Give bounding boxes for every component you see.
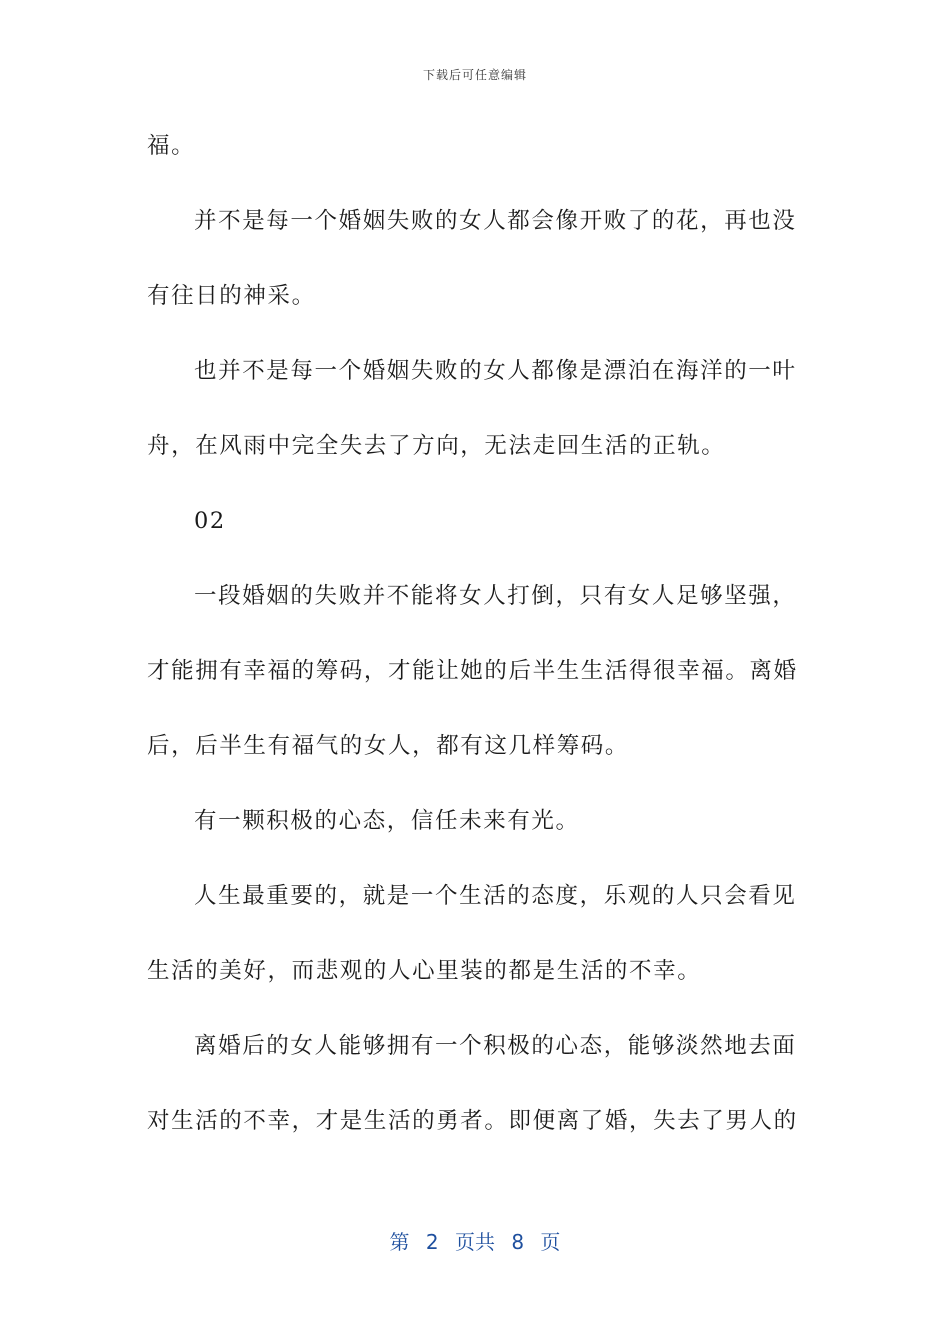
text-line: 舟，在风雨中完全失去了方向，无法走回生活的正轨。	[147, 433, 726, 459]
paragraph-start-line: 也并不是每一个婚姻失败的女人都像是漂泊在海洋的一叶	[194, 358, 797, 384]
text-line: 福。	[147, 133, 196, 159]
text-line: 才能拥有幸福的筹码，才能让她的后半生生活得很幸福。离婚	[147, 658, 798, 684]
document-body	[147, 124, 798, 1174]
text-line: 生活的美好，而悲观的人心里装的都是生活的不幸。	[147, 958, 702, 984]
paragraph-start-line: 并不是每一个婚姻失败的女人都会像开败了的花，再也没	[194, 208, 797, 234]
text-line: 有往日的神采。	[147, 283, 316, 309]
paragraph-start-line: 一段婚姻的失败并不能将女人打倒，只有女人足够坚强，	[194, 583, 797, 609]
section-number: 02	[194, 508, 226, 534]
paragraph-start-line: 离婚后的女人能够拥有一个积极的心态，能够淡然地去面	[194, 1033, 797, 1059]
header-note: 下载后可任意编辑	[422, 68, 527, 82]
paragraph-start-line: 有一颗积极的心态，信任未来有光。	[194, 808, 580, 834]
paragraph-start-line: 人生最重要的，就是一个生活的态度，乐观的人只会看见	[194, 883, 797, 909]
page-number-footer: 第 2 页共 8 页	[389, 1230, 561, 1254]
text-line: 对生活的不幸，才是生活的勇者。即便离了婚，失去了男人的	[147, 1108, 798, 1134]
text-line: 后，后半生有福气的女人，都有这几样筹码。	[147, 733, 630, 759]
